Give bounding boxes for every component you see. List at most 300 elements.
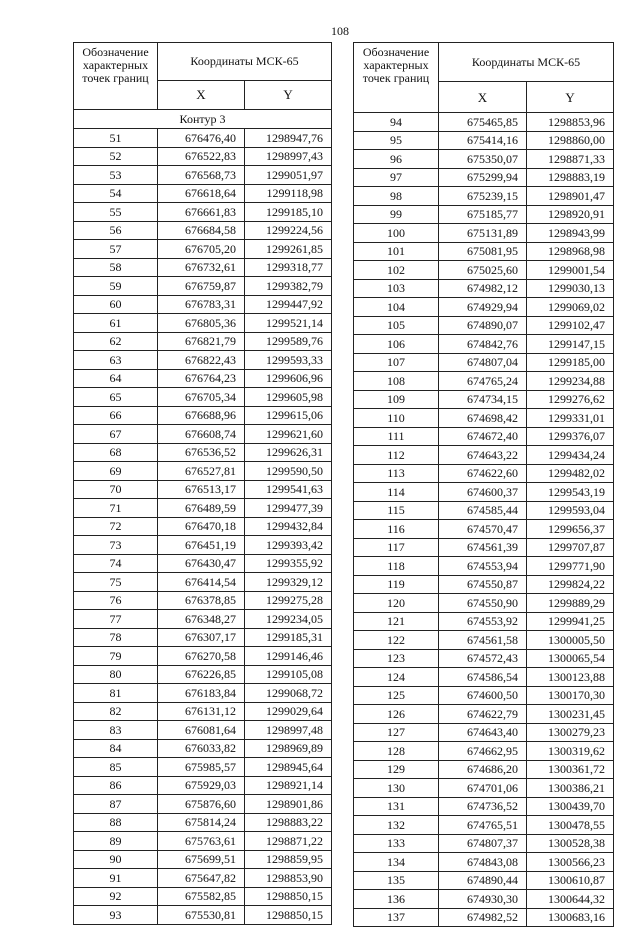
point-number: 119 xyxy=(354,575,439,594)
table-row xyxy=(354,686,614,705)
table-row xyxy=(354,187,614,206)
x-coordinate: 676759,87 xyxy=(158,277,245,296)
y-coordinate: 1299771,90 xyxy=(527,557,614,576)
table-row xyxy=(74,832,332,851)
point-number: 63 xyxy=(74,351,158,370)
point-number: 120 xyxy=(354,594,439,613)
x-coordinate: 676307,17 xyxy=(158,628,245,647)
y-coordinate: 1300566,23 xyxy=(527,853,614,872)
table-row xyxy=(354,224,614,243)
y-coordinate: 1300279,23 xyxy=(527,723,614,742)
x-coordinate: 675699,51 xyxy=(158,850,245,869)
table-row xyxy=(74,869,332,888)
table-row xyxy=(354,871,614,890)
y-coordinate: 1299276,62 xyxy=(527,390,614,409)
table-row xyxy=(354,501,614,520)
y-coordinate: 1299434,24 xyxy=(527,446,614,465)
coordinates-table-left xyxy=(73,42,332,925)
x-coordinate: 676764,23 xyxy=(158,369,245,388)
point-number: 102 xyxy=(354,261,439,280)
table-row xyxy=(74,758,332,777)
y-coordinate: 1300123,88 xyxy=(527,668,614,687)
y-coordinate: 1299889,29 xyxy=(527,594,614,613)
y-coordinate: 1299069,02 xyxy=(527,298,614,317)
table-row xyxy=(74,369,332,388)
table-row xyxy=(74,591,332,610)
table-row xyxy=(74,573,332,592)
coordinates-header: Координаты МСК-65 xyxy=(439,43,614,82)
table-row xyxy=(354,853,614,872)
point-number: 116 xyxy=(354,520,439,539)
point-number: 108 xyxy=(354,372,439,391)
y-coordinate: 1299355,92 xyxy=(245,554,332,573)
x-coordinate: 674643,40 xyxy=(439,723,527,742)
y-coordinate: 1300319,62 xyxy=(527,742,614,761)
y-coordinate: 1299393,42 xyxy=(245,536,332,555)
point-number: 136 xyxy=(354,890,439,909)
x-coordinate: 675131,89 xyxy=(439,224,527,243)
table-row xyxy=(74,739,332,758)
x-coordinate: 675647,82 xyxy=(158,869,245,888)
y-coordinate: 1300231,45 xyxy=(527,705,614,724)
y-coordinate: 1299329,12 xyxy=(245,573,332,592)
x-coordinate: 674585,44 xyxy=(439,501,527,520)
table-row xyxy=(354,242,614,261)
x-coordinate: 674930,30 xyxy=(439,890,527,909)
table-row xyxy=(354,575,614,594)
table-row xyxy=(354,612,614,631)
point-number: 113 xyxy=(354,464,439,483)
x-coordinate: 674890,07 xyxy=(439,316,527,335)
table-row xyxy=(354,668,614,687)
table-row xyxy=(354,816,614,835)
x-coordinate: 674561,58 xyxy=(439,631,527,650)
table-row xyxy=(74,221,332,240)
table-row xyxy=(74,314,332,333)
x-coordinate: 676536,52 xyxy=(158,443,245,462)
point-number: 106 xyxy=(354,335,439,354)
point-number: 126 xyxy=(354,705,439,724)
point-number: 88 xyxy=(74,813,158,832)
point-number: 124 xyxy=(354,668,439,687)
table-row xyxy=(74,129,332,148)
table-row xyxy=(354,779,614,798)
table-row xyxy=(74,517,332,536)
point-number: 51 xyxy=(74,129,158,148)
table-row xyxy=(354,557,614,576)
table-row xyxy=(74,610,332,629)
table-row xyxy=(74,277,332,296)
point-number: 86 xyxy=(74,776,158,795)
y-coordinate: 1299593,04 xyxy=(527,501,614,520)
point-number: 73 xyxy=(74,536,158,555)
x-coordinate: 674600,50 xyxy=(439,686,527,705)
table-row xyxy=(74,721,332,740)
point-number: 78 xyxy=(74,628,158,647)
y-coordinate: 1298920,91 xyxy=(527,205,614,224)
y-coordinate: 1299589,76 xyxy=(245,332,332,351)
table-row xyxy=(354,168,614,187)
point-number: 96 xyxy=(354,150,439,169)
y-coordinate: 1298997,48 xyxy=(245,721,332,740)
table-row xyxy=(74,665,332,684)
table-row xyxy=(74,499,332,518)
x-coordinate: 676527,81 xyxy=(158,462,245,481)
y-coordinate: 1299477,39 xyxy=(245,499,332,518)
point-number: 131 xyxy=(354,797,439,816)
point-number: 60 xyxy=(74,295,158,314)
table-row xyxy=(354,298,614,317)
table-row xyxy=(354,538,614,557)
table-row xyxy=(354,427,614,446)
y-coordinate: 1298860,00 xyxy=(527,131,614,150)
x-coordinate: 676705,34 xyxy=(158,388,245,407)
x-coordinate: 675530,81 xyxy=(158,906,245,925)
y-coordinate: 1299541,63 xyxy=(245,480,332,499)
y-coordinate: 1299118,98 xyxy=(245,184,332,203)
y-coordinate: 1299234,88 xyxy=(527,372,614,391)
y-coordinate: 1299105,08 xyxy=(245,665,332,684)
table-row xyxy=(354,409,614,428)
y-coordinate: 1299376,07 xyxy=(527,427,614,446)
point-number: 53 xyxy=(74,166,158,185)
x-coordinate: 676522,83 xyxy=(158,147,245,166)
point-number: 65 xyxy=(74,388,158,407)
table-row xyxy=(74,425,332,444)
x-coordinate: 674736,52 xyxy=(439,797,527,816)
point-number: 122 xyxy=(354,631,439,650)
point-number: 99 xyxy=(354,205,439,224)
y-coordinate: 1298969,89 xyxy=(245,739,332,758)
table-row xyxy=(74,684,332,703)
y-coordinate: 1300439,70 xyxy=(527,797,614,816)
x-coordinate: 674550,87 xyxy=(439,575,527,594)
point-number: 68 xyxy=(74,443,158,462)
y-coordinate: 1299432,84 xyxy=(245,517,332,536)
point-number: 80 xyxy=(74,665,158,684)
y-coordinate: 1300610,87 xyxy=(527,871,614,890)
x-coordinate: 674701,06 xyxy=(439,779,527,798)
table-row xyxy=(74,776,332,795)
point-number: 91 xyxy=(74,869,158,888)
table-row xyxy=(74,462,332,481)
point-number: 89 xyxy=(74,832,158,851)
x-coordinate: 674572,43 xyxy=(439,649,527,668)
x-coordinate: 676378,85 xyxy=(158,591,245,610)
point-number: 125 xyxy=(354,686,439,705)
point-number: 98 xyxy=(354,187,439,206)
table-row xyxy=(354,113,614,132)
x-coordinate: 676033,82 xyxy=(158,739,245,758)
table-row xyxy=(354,760,614,779)
x-coordinate: 674672,40 xyxy=(439,427,527,446)
y-coordinate: 1300478,55 xyxy=(527,816,614,835)
x-coordinate: 675763,61 xyxy=(158,832,245,851)
table-row xyxy=(354,797,614,816)
table-row xyxy=(74,628,332,647)
x-coordinate: 676414,54 xyxy=(158,573,245,592)
table-row xyxy=(354,520,614,539)
x-coordinate: 674807,37 xyxy=(439,834,527,853)
table-row xyxy=(74,332,332,351)
point-number: 90 xyxy=(74,850,158,869)
y-coordinate: 1299068,72 xyxy=(245,684,332,703)
table-row xyxy=(354,723,614,742)
y-coordinate: 1300386,21 xyxy=(527,779,614,798)
point-number: 114 xyxy=(354,483,439,502)
point-number: 56 xyxy=(74,221,158,240)
y-coordinate: 1298997,43 xyxy=(245,147,332,166)
y-coordinate: 1299626,31 xyxy=(245,443,332,462)
table-row xyxy=(354,150,614,169)
x-coordinate: 676618,64 xyxy=(158,184,245,203)
y-coordinate: 1299615,06 xyxy=(245,406,332,425)
table-row xyxy=(74,388,332,407)
y-coordinate: 1300005,50 xyxy=(527,631,614,650)
y-coordinate: 1300528,38 xyxy=(527,834,614,853)
table-row xyxy=(354,390,614,409)
point-number: 134 xyxy=(354,853,439,872)
x-coordinate: 676430,47 xyxy=(158,554,245,573)
y-coordinate: 1298871,33 xyxy=(527,150,614,169)
y-coordinate: 1299234,05 xyxy=(245,610,332,629)
point-number: 123 xyxy=(354,649,439,668)
point-number: 67 xyxy=(74,425,158,444)
table-row xyxy=(354,131,614,150)
y-coordinate: 1298850,15 xyxy=(245,887,332,906)
x-coordinate: 676226,85 xyxy=(158,665,245,684)
coordinates-table-right xyxy=(353,42,614,927)
y-coordinate: 1299275,28 xyxy=(245,591,332,610)
x-coordinate: 676348,27 xyxy=(158,610,245,629)
point-number: 118 xyxy=(354,557,439,576)
point-number: 70 xyxy=(74,480,158,499)
table-row xyxy=(74,351,332,370)
y-coordinate: 1299656,37 xyxy=(527,520,614,539)
x-coordinate: 674929,94 xyxy=(439,298,527,317)
x-coordinate: 675081,95 xyxy=(439,242,527,261)
y-coordinate: 1299261,85 xyxy=(245,240,332,259)
y-coordinate: 1298883,22 xyxy=(245,813,332,832)
table-row xyxy=(354,890,614,909)
table-row xyxy=(354,742,614,761)
x-coordinate: 674586,54 xyxy=(439,668,527,687)
y-coordinate: 1298871,22 xyxy=(245,832,332,851)
y-coordinate: 1300170,30 xyxy=(527,686,614,705)
y-coordinate: 1299029,64 xyxy=(245,702,332,721)
x-coordinate: 676732,61 xyxy=(158,258,245,277)
x-coordinate: 674765,51 xyxy=(439,816,527,835)
x-coordinate: 674561,39 xyxy=(439,538,527,557)
table-row xyxy=(74,443,332,462)
point-number: 59 xyxy=(74,277,158,296)
y-coordinate: 1298901,86 xyxy=(245,795,332,814)
point-number: 64 xyxy=(74,369,158,388)
x-coordinate: 674622,60 xyxy=(439,464,527,483)
table-row xyxy=(354,649,614,668)
table-row xyxy=(74,850,332,869)
point-number: 130 xyxy=(354,779,439,798)
y-coordinate: 1298853,90 xyxy=(245,869,332,888)
x-coordinate: 674734,15 xyxy=(439,390,527,409)
y-coordinate: 1298921,14 xyxy=(245,776,332,795)
y-coordinate: 1299224,56 xyxy=(245,221,332,240)
x-coordinate: 674622,79 xyxy=(439,705,527,724)
point-number: 127 xyxy=(354,723,439,742)
x-coordinate: 675350,07 xyxy=(439,150,527,169)
y-coordinate: 1298901,47 xyxy=(527,187,614,206)
point-number: 77 xyxy=(74,610,158,629)
point-number: 57 xyxy=(74,240,158,259)
y-coordinate: 1299318,77 xyxy=(245,258,332,277)
y-coordinate: 1299590,50 xyxy=(245,462,332,481)
point-number: 107 xyxy=(354,353,439,372)
table-row xyxy=(354,205,614,224)
coordinates-header: Координаты МСК-65 xyxy=(158,43,332,81)
y-coordinate: 1298945,64 xyxy=(245,758,332,777)
point-number: 81 xyxy=(74,684,158,703)
x-coordinate: 674570,47 xyxy=(439,520,527,539)
point-number: 109 xyxy=(354,390,439,409)
point-number: 72 xyxy=(74,517,158,536)
point-number: 85 xyxy=(74,758,158,777)
table-row xyxy=(354,279,614,298)
y-coordinate: 1300644,32 xyxy=(527,890,614,909)
x-coordinate: 674765,24 xyxy=(439,372,527,391)
table-row xyxy=(74,813,332,832)
point-number: 75 xyxy=(74,573,158,592)
point-number: 121 xyxy=(354,612,439,631)
table-body-left xyxy=(74,43,332,925)
point-number: 92 xyxy=(74,887,158,906)
y-coordinate: 1298883,19 xyxy=(527,168,614,187)
point-number: 52 xyxy=(74,147,158,166)
x-coordinate: 675876,60 xyxy=(158,795,245,814)
x-coordinate: 676183,84 xyxy=(158,684,245,703)
x-coordinate: 676081,64 xyxy=(158,721,245,740)
point-number: 117 xyxy=(354,538,439,557)
point-number: 95 xyxy=(354,131,439,150)
x-coordinate: 676822,43 xyxy=(158,351,245,370)
point-number: 62 xyxy=(74,332,158,351)
x-coordinate: 675929,03 xyxy=(158,776,245,795)
y-coordinate: 1299621,60 xyxy=(245,425,332,444)
table-row xyxy=(354,353,614,372)
y-coordinate: 1299707,87 xyxy=(527,538,614,557)
y-header: Y xyxy=(245,80,332,109)
x-coordinate: 676661,83 xyxy=(158,203,245,222)
table-row xyxy=(74,536,332,555)
table-row xyxy=(74,258,332,277)
point-number: 137 xyxy=(354,908,439,927)
x-coordinate: 674807,04 xyxy=(439,353,527,372)
x-coordinate: 674643,22 xyxy=(439,446,527,465)
y-coordinate: 1300683,16 xyxy=(527,908,614,927)
table-row xyxy=(74,795,332,814)
x-coordinate: 674550,90 xyxy=(439,594,527,613)
y-coordinate: 1299606,96 xyxy=(245,369,332,388)
x-coordinate: 674698,42 xyxy=(439,409,527,428)
table-row xyxy=(74,166,332,185)
y-coordinate: 1300361,72 xyxy=(527,760,614,779)
x-coordinate: 676568,73 xyxy=(158,166,245,185)
x-coordinate: 675025,60 xyxy=(439,261,527,280)
table-row xyxy=(354,834,614,853)
y-coordinate: 1299185,10 xyxy=(245,203,332,222)
table-row xyxy=(354,446,614,465)
x-coordinate: 674553,94 xyxy=(439,557,527,576)
point-number: 101 xyxy=(354,242,439,261)
table-row xyxy=(74,203,332,222)
contour-label: Контур 3 xyxy=(74,110,332,129)
y-coordinate: 1298853,96 xyxy=(527,113,614,132)
point-number: 94 xyxy=(354,113,439,132)
point-number: 103 xyxy=(354,279,439,298)
y-coordinate: 1299382,79 xyxy=(245,277,332,296)
y-coordinate: 1298947,76 xyxy=(245,129,332,148)
x-coordinate: 676821,79 xyxy=(158,332,245,351)
x-coordinate: 676131,12 xyxy=(158,702,245,721)
x-coordinate: 676705,20 xyxy=(158,240,245,259)
table-row xyxy=(74,702,332,721)
y-coordinate: 1299447,92 xyxy=(245,295,332,314)
x-coordinate: 674842,76 xyxy=(439,335,527,354)
x-coordinate: 676451,19 xyxy=(158,536,245,555)
x-coordinate: 675239,15 xyxy=(439,187,527,206)
point-number: 93 xyxy=(74,906,158,925)
x-coordinate: 675465,85 xyxy=(439,113,527,132)
table-row xyxy=(354,372,614,391)
designation-header: Обозначение характерных точек границ xyxy=(74,43,158,110)
table-row xyxy=(354,908,614,927)
x-coordinate: 674890,44 xyxy=(439,871,527,890)
y-coordinate: 1298859,95 xyxy=(245,850,332,869)
x-coordinate: 676470,18 xyxy=(158,517,245,536)
point-number: 128 xyxy=(354,742,439,761)
x-coordinate: 674982,52 xyxy=(439,908,527,927)
y-coordinate: 1299147,15 xyxy=(527,335,614,354)
table-body-right xyxy=(354,43,614,927)
x-coordinate: 676489,59 xyxy=(158,499,245,518)
table-row xyxy=(74,406,332,425)
designation-header: Обозначение характерных точек границ xyxy=(354,43,439,113)
y-coordinate: 1299001,54 xyxy=(527,261,614,280)
page-number: 108 xyxy=(331,24,349,38)
x-coordinate: 675985,57 xyxy=(158,758,245,777)
y-coordinate: 1298850,15 xyxy=(245,906,332,925)
y-header: Y xyxy=(527,82,614,113)
x-coordinate: 676688,96 xyxy=(158,406,245,425)
x-coordinate: 675185,77 xyxy=(439,205,527,224)
point-number: 82 xyxy=(74,702,158,721)
table-row xyxy=(74,887,332,906)
y-coordinate: 1299521,14 xyxy=(245,314,332,333)
table-row xyxy=(354,631,614,650)
point-number: 58 xyxy=(74,258,158,277)
point-number: 83 xyxy=(74,721,158,740)
y-coordinate: 1299941,25 xyxy=(527,612,614,631)
y-coordinate: 1299030,13 xyxy=(527,279,614,298)
y-coordinate: 1299605,98 xyxy=(245,388,332,407)
x-coordinate: 676684,58 xyxy=(158,221,245,240)
table-row xyxy=(74,906,332,925)
point-number: 87 xyxy=(74,795,158,814)
x-coordinate: 674553,92 xyxy=(439,612,527,631)
x-header: X xyxy=(158,80,245,109)
y-coordinate: 1299051,97 xyxy=(245,166,332,185)
x-coordinate: 674982,12 xyxy=(439,279,527,298)
x-coordinate: 676608,74 xyxy=(158,425,245,444)
